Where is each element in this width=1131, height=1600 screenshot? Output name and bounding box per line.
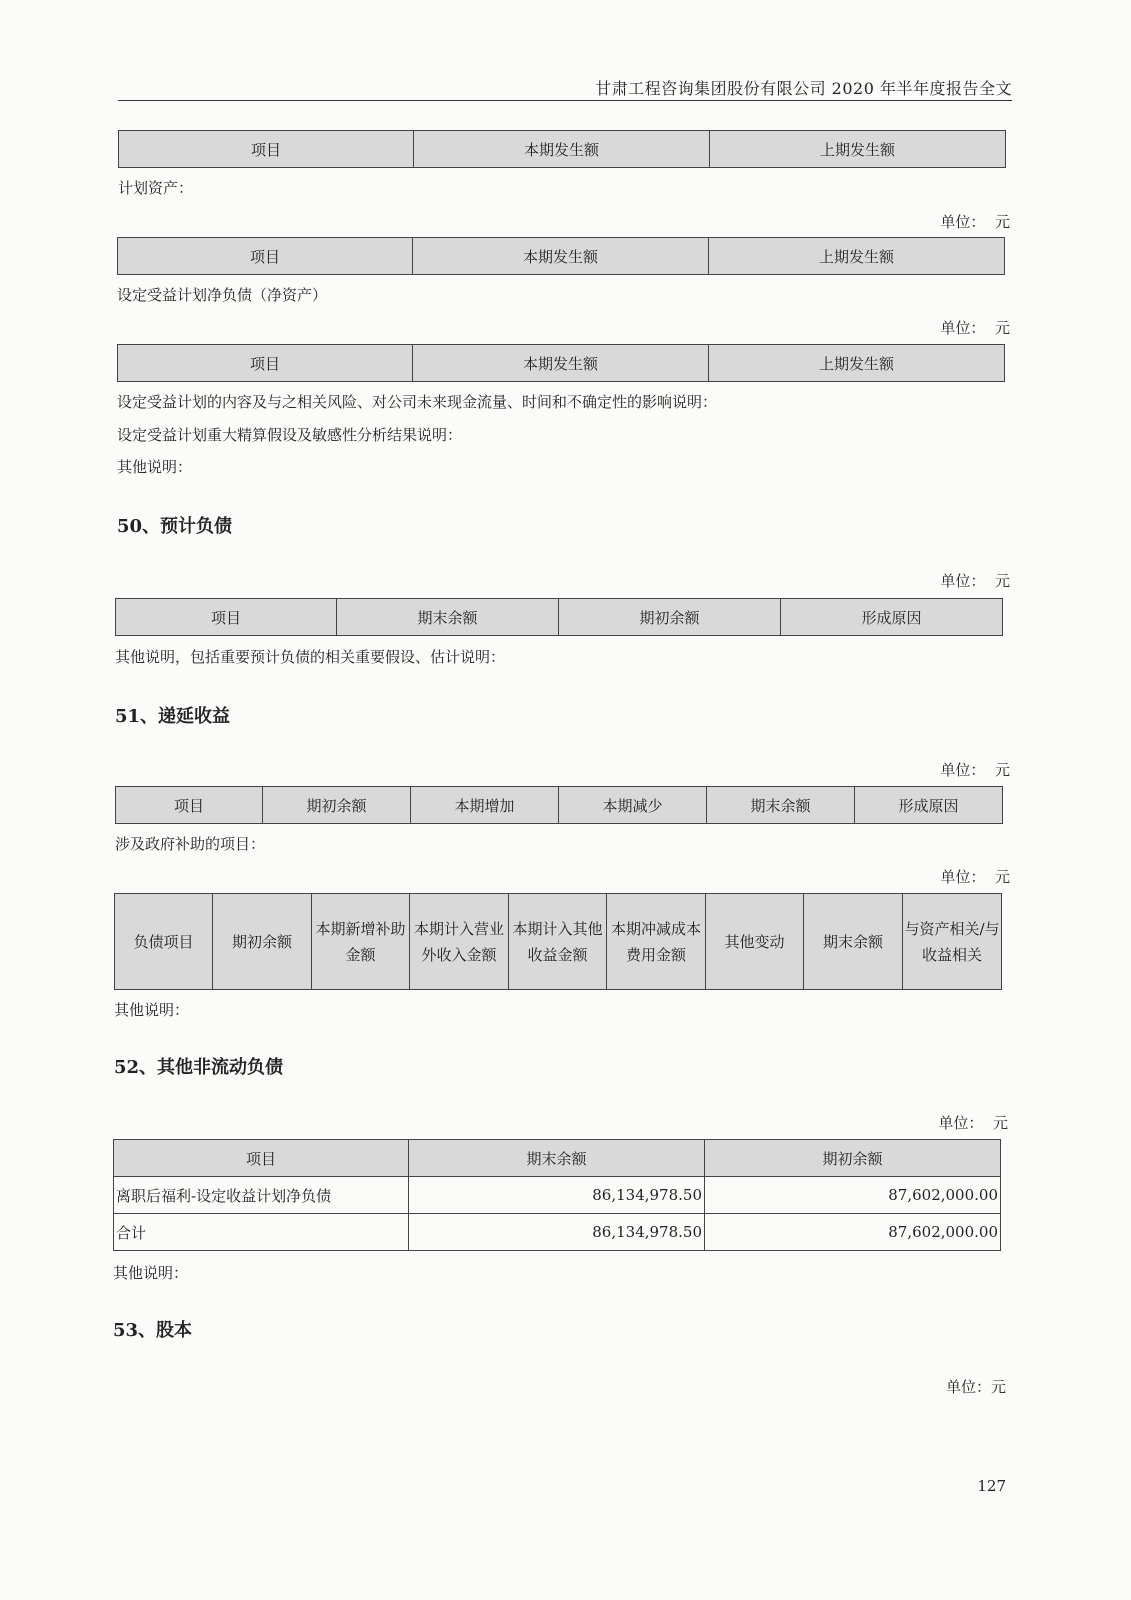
table-header-cell: 项目 (119, 131, 414, 168)
table-header-cell: 本期计入营业外收入金额 (410, 894, 509, 990)
table-cell: 87,602,000.00 (705, 1214, 1001, 1251)
unit-value: 元 (992, 1114, 1008, 1132)
table-header-cell: 本期减少 (559, 787, 707, 824)
table-header-cell: 期初余额 (705, 1140, 1001, 1177)
table-header-cell: 本期发生额 (413, 345, 709, 382)
unit-label: 单位：元 (945, 1378, 1006, 1396)
table-header-cell: 负债项目 (115, 894, 213, 990)
table-header-cell: 期初余额 (213, 894, 312, 990)
table-row (114, 1214, 1001, 1251)
section-53-title: 53、股本 (113, 1320, 193, 1341)
table-header-cell: 项目 (116, 787, 263, 824)
table-header-cell: 本期发生额 (414, 131, 710, 168)
unit-value: 元 (994, 761, 1010, 779)
gov-subsidy-label: 涉及政府补助的项目： (115, 835, 266, 853)
unit-prefix: 单位： (940, 572, 986, 590)
table-header-cell: 期末余额 (707, 787, 855, 824)
table-header-cell: 形成原因 (855, 787, 1003, 824)
page-header: 甘肃工程咨询集团股份有限公司 2020 年半年度报告全文 (595, 79, 1012, 98)
unit-prefix: 单位： (940, 213, 986, 231)
unit-value: 元 (994, 572, 1010, 590)
table-header-only-2 (117, 237, 1005, 275)
table-cell: 离职后福利-设定收益计划净负债 (114, 1177, 409, 1214)
unit-value: 元 (994, 868, 1010, 886)
section-50-title: 50、预计负债 (117, 516, 233, 537)
table-header-cell: 形成原因 (781, 599, 1003, 636)
table-header-cell: 本期冲减成本费用金额 (607, 894, 706, 990)
table-header-cell: 上期发生额 (709, 238, 1005, 275)
table-header-cell: 期初余额 (263, 787, 411, 824)
table-header-cell: 项目 (118, 238, 413, 275)
table-row (114, 1177, 1001, 1214)
other-noncurrent-liabilities-table (113, 1139, 1001, 1251)
table-header-only-3 (117, 344, 1005, 382)
unit-value: 元 (994, 213, 1010, 231)
table-header-cell: 期末余额 (409, 1140, 705, 1177)
page-number: 127 (977, 1477, 1006, 1495)
table-cell: 86,134,978.50 (409, 1177, 705, 1214)
table-header-cell: 与资产相关/与收益相关 (903, 894, 1002, 990)
unit-prefix: 单位： (940, 319, 986, 337)
table-cell: 合计 (114, 1214, 409, 1251)
table-header-cell: 本期发生额 (413, 238, 709, 275)
unit-label (900, 211, 1010, 232)
net-liability-label: 设定受益计划净负债（净资产） (117, 286, 328, 304)
other-note: 其他说明： (117, 458, 193, 476)
section-52-title: 52、其他非流动负债 (114, 1057, 284, 1078)
table-header-cell: 本期新增补助金额 (312, 894, 410, 990)
unit-prefix: 单位： (940, 868, 986, 886)
unit-label (898, 1112, 1008, 1133)
unit-prefix: 单位： (938, 1114, 984, 1132)
table-header-cell: 期末余额 (337, 599, 559, 636)
actuarial-note: 设定受益计划重大精算假设及敏感性分析结果说明： (117, 426, 463, 444)
table-header-cell: 上期发生额 (709, 345, 1005, 382)
plan-assets-label: 计划资产： (118, 179, 194, 197)
unit-label (900, 317, 1010, 338)
unit-label (900, 570, 1010, 591)
unit-value: 元 (994, 319, 1010, 337)
header-rule (118, 100, 1012, 101)
unit-label (900, 759, 1010, 780)
table-header-only-1 (118, 130, 1006, 168)
table-header-cell: 项目 (114, 1140, 409, 1177)
table-header-cell: 项目 (118, 345, 413, 382)
risk-note: 设定受益计划的内容及与之相关风险、对公司未来现金流量、时间和不确定性的影响说明： (117, 393, 718, 411)
table-header-cell: 本期计入其他收益金额 (509, 894, 607, 990)
section-52-note: 其他说明： (113, 1264, 189, 1282)
table-cell: 86,134,978.50 (409, 1214, 705, 1251)
table-header-cell: 期末余额 (804, 894, 903, 990)
section-51-title: 51、递延收益 (115, 706, 231, 727)
unit-label (900, 866, 1010, 887)
unit-prefix: 单位： (940, 761, 986, 779)
section-51-note: 其他说明： (114, 1001, 190, 1019)
table-header-cell: 其他变动 (706, 894, 804, 990)
deferred-income-table (115, 786, 1003, 824)
table-header-cell: 本期增加 (411, 787, 559, 824)
table-header-cell: 项目 (116, 599, 337, 636)
provisions-table (115, 598, 1003, 636)
table-cell: 87,602,000.00 (705, 1177, 1001, 1214)
table-header-cell: 期初余额 (559, 599, 781, 636)
gov-subsidy-table (114, 893, 1002, 990)
section-50-note: 其他说明，包括重要预计负债的相关重要假设、估计说明： (115, 648, 506, 666)
table-header-cell: 上期发生额 (710, 131, 1006, 168)
